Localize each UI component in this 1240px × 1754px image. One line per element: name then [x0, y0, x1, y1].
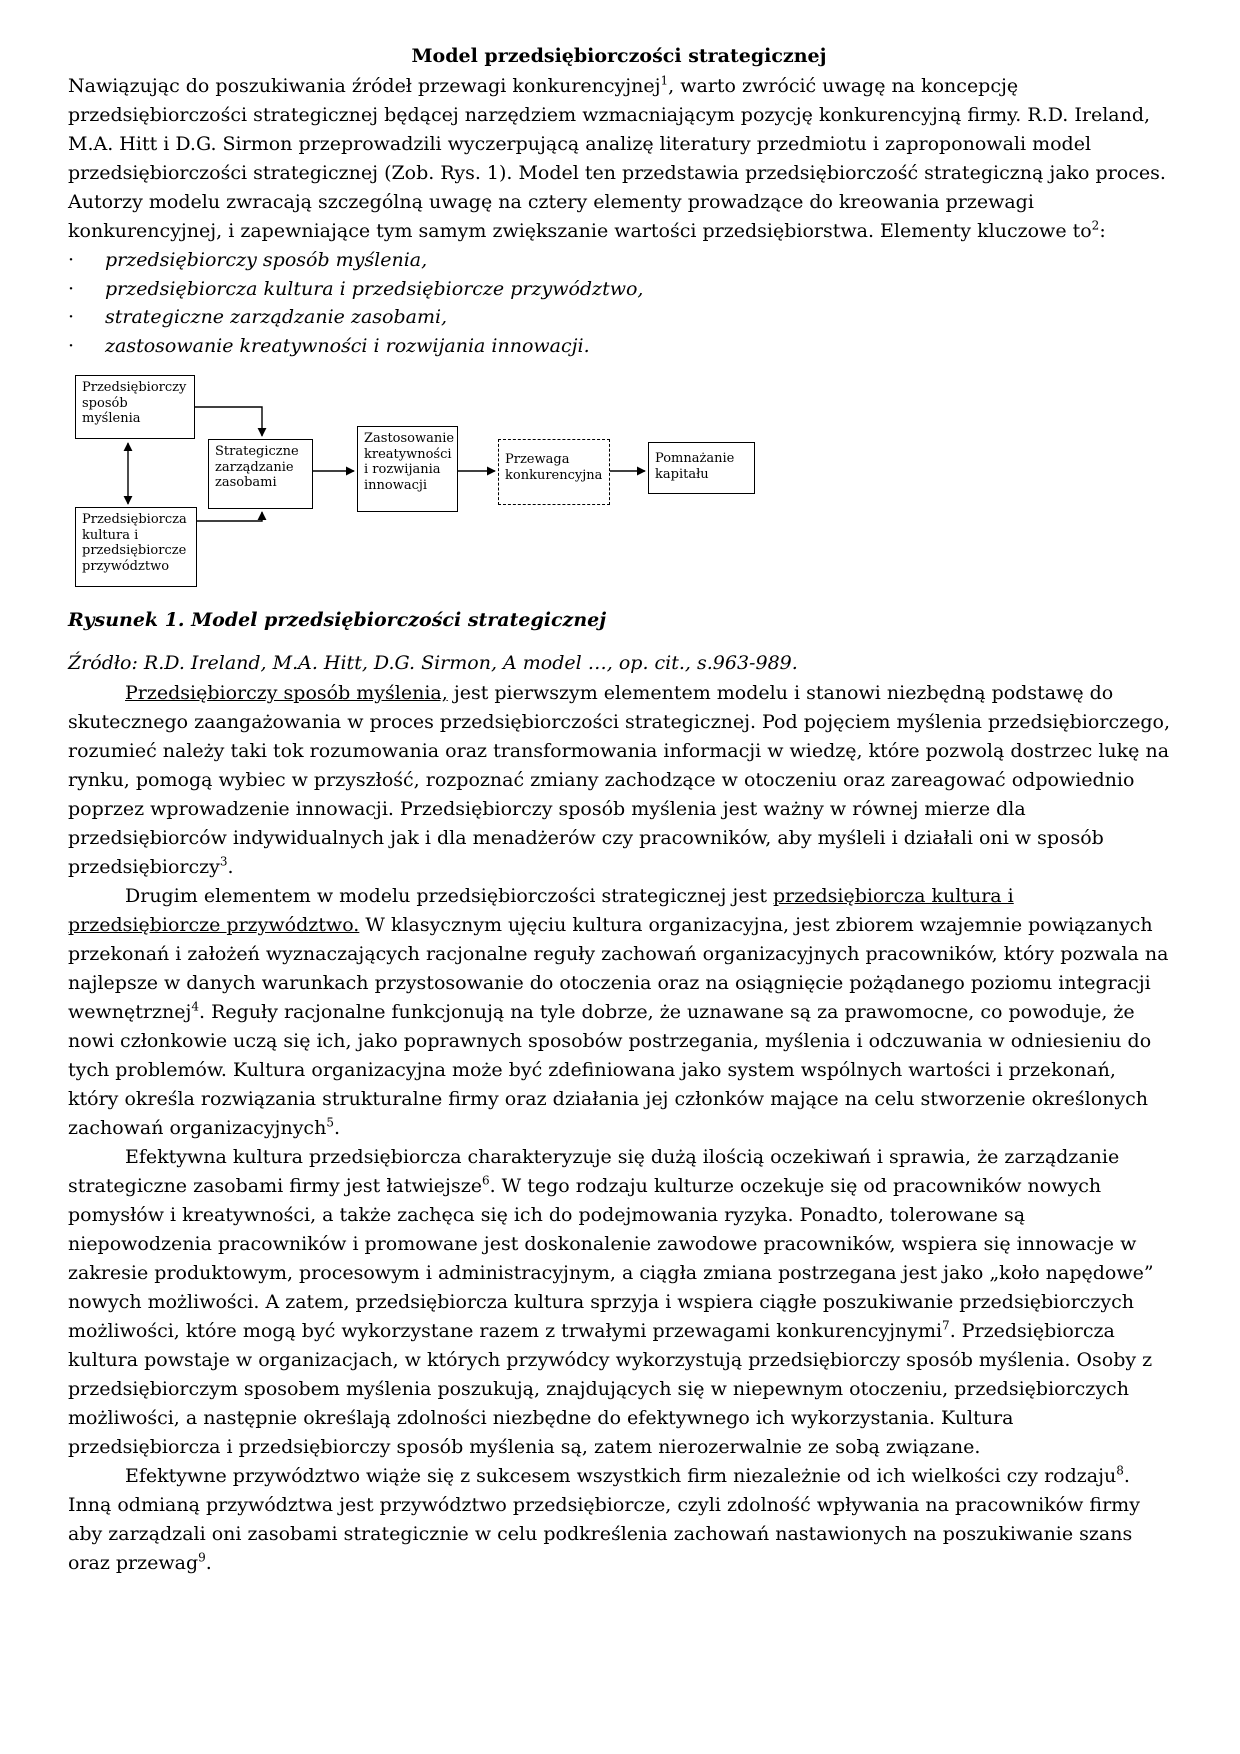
list-item: [68, 246, 1170, 275]
figure-diagram: [68, 368, 1170, 592]
list-item-text: przedsiębiorcza kultura i przedsiębiorcze przywództwo,: [105, 277, 644, 300]
list-item-text: strategiczne zarządzanie zasobami,: [105, 306, 448, 328]
paragraph-effective-culture: Efektywna kultura przedsiębiorcza charakteryzuje się dużą ilością oczekiwań i sprawia, że zarządzanie strategiczne zasobami firmy jest łatwiejsze$^6$. W tego rodzaju kulturze oczekuje się od pracowników nowych pomysłów i kreatywności, a także zachęca się ich do podejmowania ryzyka. Ponadto, tolerowane są niepowodzenia pracowników i promowane jest doskonalenie zawodowe pracowników, wspiera się innowacje w zakresie produktowym, procesowym i administracyjnym, a ciągła zmiana postrzegana jest jako „koło napędowe” nowych możliwości. A zatem, przedsiębiorcza kultura sprzyja i wspiera ciągłe poszukiwanie przedsiębiorczych możliwości, które mogą być wykorzystane razem z trwałymi przewagami konkurencyjnymi$^7$. Przedsiębiorcza kultura powstaje w organizacjach, w których przywódcy wykorzystują przedsiębiorczy sposób myślenia. Osoby z przedsiębiorczym sposobem myślenia poszukują, znajdujących się w niepewnym otoczeniu, przedsiębiorczych możliwości, a następnie określają zdolności niezbędne do efektywnego ich wykorzystania. Kultura przedsiębiorcza i przedsiębiorczy sposób myślenia są, zatem nierozerwalnie ze sobą związane.: [68, 1146, 1154, 1458]
arrow-mindset-to-resources: [195, 407, 262, 436]
list-item: [68, 303, 1170, 332]
figure-caption: Rysunek 1. Model przedsiębiorczości strategicznej: [68, 609, 607, 631]
box-strategic-resource-management: Strategiczne zarządzanie zasobami: [208, 439, 313, 509]
paragraph-mindset: Przedsiębiorczy sposób myślenia, jest pierwszym elementem modelu i stanowi niezbędną podstawę do skutecznego zaangażowania w proces przedsiębiorczości strategicznej. Pod pojęciem myślenia przedsiębiorczego, rozumieć należy taki tok rozumowania oraz transformowania informacji w wiedzę, które pozwolą dostrzec lukę na rynku, pomogą wybiec w przyszłość, rozpoznać zmiany zachodzące w otoczeniu oraz zareagować odpowiednio poprzez wprowadzenie innowacji. Przedsiębiorczy sposób myślenia jest ważny w równej mierze dla przedsiębiorców indywidualnych jak i dla menadżerów czy pracowników, aby myśleli i działali oni w sposób przedsiębiorczy$^3$.: [68, 682, 1170, 878]
box-capital-growth: Pomnażanie kapitału: [648, 442, 755, 494]
bullet-marker: ·: [68, 306, 75, 328]
arrow-culture-to-resources: [197, 512, 262, 521]
intro-paragraph: Nawiązując do poszukiwania źródeł przewagi konkurencyjnej$^1$, warto zwrócić uwagę na koncepcję przedsiębiorczości strategicznej będącej narzędziem wzmacniającym pozycję konkurencyjną firmy. R.D. Ireland, M.A. Hitt i D.G. Sirmon przeprowadzili wyczerpującą analizę literatury przedmiotu i zaproponowali model przedsiębiorczości strategicznej (Zob. Rys. 1). Model ten przedstawia przedsiębiorczość strategiczną jako proces. Autorzy modelu zwracają szczególną uwagę na cztery elementy prowadzące do kreowania przewagi konkurencyjnej, i zapewniające tym samym zwiększanie wartości przedsiębiorstwa. Elementy kluczowe $to^2$:: [68, 73, 1166, 242]
list-item-text: przedsiębiorczy sposób myślenia,: [105, 249, 428, 271]
bullet-marker: ·: [68, 249, 75, 271]
paragraph-effective-leadership: Efektywne przywództwo wiąże się z sukcesem wszystkich firm niezależnie od ich wielkości czy rodzaju$^8$. Inną odmianą przywództwa jest przywództwo przedsiębiorcze, czyli zdolność wpływania na pracowników firmy aby zarządzali oni zasobami strategicznie w celu podkreślenia zachowań nastawionych na poszukiwanie szans oraz przewag$^9$.: [68, 1463, 1140, 1574]
box-creativity-innovation: Zastosowanie kreatywności i rozwijania innowacji: [357, 426, 458, 512]
box-entrepreneurial-culture-leadership: Przedsiębiorcza kultura i przedsiębiorcze przywództwo: [75, 507, 197, 587]
bullet-marker: ·: [68, 334, 75, 357]
key-elements-list: [68, 246, 1170, 360]
list-item: [68, 332, 1170, 361]
page-title: Model przedsiębiorczości strategicznej: [411, 45, 827, 67]
box-entrepreneurial-mindset: Przedsiębiorczy sposób myślenia: [75, 375, 195, 439]
bullet-marker: ·: [68, 277, 75, 300]
paragraph-culture-leadership: Drugim elementem w modelu przedsiębiorczości strategicznej jest przedsiębiorcza kultura i przedsiębiorcze przywództwo. W klasycznym ujęciu kultura organizacyjna, jest zbiorem wzajemnie powiązanych przekonań i założeń wyznaczających racjonalne reguły zachowań organizacyjnych pracowników, który pozwala na najlepsze w danych warunkach przystosowanie do otoczenia oraz na osiągnięcie pożądanego poziomu integracji wewnętrznej$^4$. Reguły racjonalne funkcjonują na tyle dobrze, że uznawane są za prawomocne, co powoduje, że nowi członkowie uczą się ich, jako poprawnych sposobów postrzegania, myślenia i odczuwania w odniesieniu do tych problemów. Kultura organizacyjna może być zdefiniowana jako system wspólnych wartości i przekonań, który określa rozwiązania strukturalne firmy oraz działania jej członków mające na celu stworzenie określonych zachowań organizacyjnych$^5$.: [68, 885, 1169, 1139]
box-competitive-advantage: Przewaga konkurencyjna: [498, 439, 610, 505]
list-item-text: zastosowanie kreatywności i rozwijania innowacji.: [105, 334, 590, 357]
figure-source: Źródło: R.D. Ireland, M.A. Hitt, D.G. Sirmon, A model …, op. cit., s.963-989.: [68, 652, 798, 674]
list-item: [68, 275, 1170, 304]
